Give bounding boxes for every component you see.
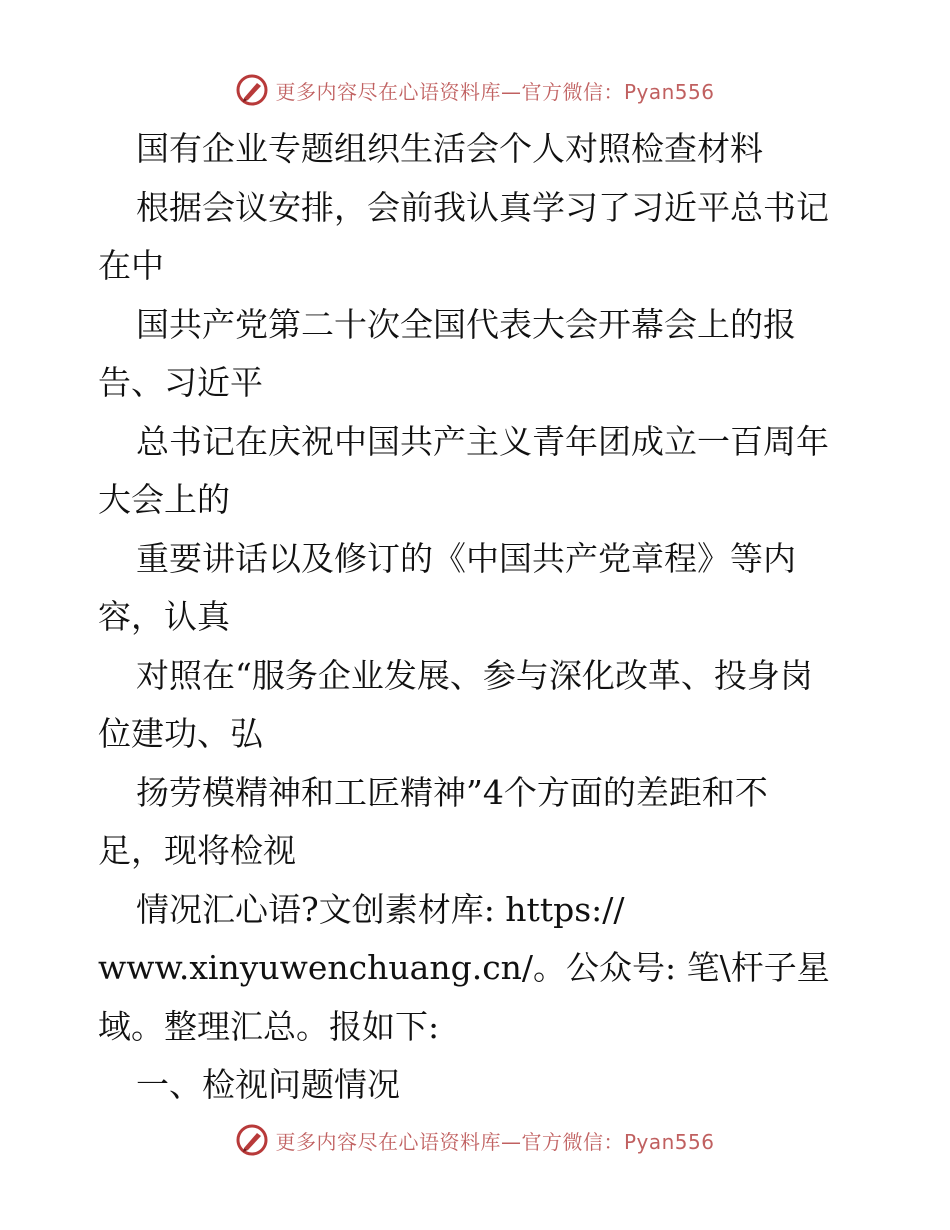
paragraph-line: 容，认真	[98, 597, 230, 636]
paragraph-line: 情况汇心语?文创素材库: https://	[136, 889, 625, 929]
paragraph-line: 重要讲话以及修订的《中国共产党章程》等内	[136, 538, 796, 578]
pen-circle-logo-icon	[235, 1123, 269, 1157]
footer-banner-text: 更多内容尽在心语资料库—官方微信：Pyan556	[275, 1129, 715, 1154]
document-body	[98, 120, 858, 1115]
paragraph-line: 总书记在庆祝中国共产主义青年团成立一百周年	[136, 421, 829, 461]
pen-circle-logo-icon	[235, 73, 269, 107]
paragraph-line: www.xinyuwenchuang.cn/。公众号: 笔\杆子星	[98, 948, 830, 987]
paragraph-line: 国共产党第二十次全国代表大会开幕会上的报	[136, 304, 796, 344]
paragraph-line: 足，现将检视	[98, 831, 296, 870]
paragraph-line: 大会上的	[98, 480, 230, 519]
paragraph-line: 在中	[98, 246, 164, 285]
section-heading: 一、检视问题情况	[136, 1065, 400, 1104]
header-banner-text: 更多内容尽在心语资料库—官方微信：Pyan556	[275, 79, 715, 104]
header-banner	[0, 70, 950, 110]
paragraph-line: 根据会议安排，会前我认真学习了习近平总书记	[136, 187, 829, 227]
document-title: 国有企业专题组织生活会个人对照检查材料	[136, 129, 763, 168]
paragraph-line: 域。整理汇总。报如下:	[98, 1006, 440, 1046]
paragraph-line: 对照在“服务企业发展、参与深化改革、投身岗	[136, 655, 813, 695]
paragraph-line: 告、习近平	[98, 363, 263, 402]
paragraph-line: 位建功、弘	[98, 714, 263, 753]
paragraph-line: 扬劳模精神和工匠精神”4个方面的差距和不	[136, 772, 768, 812]
footer-banner	[0, 1120, 950, 1160]
